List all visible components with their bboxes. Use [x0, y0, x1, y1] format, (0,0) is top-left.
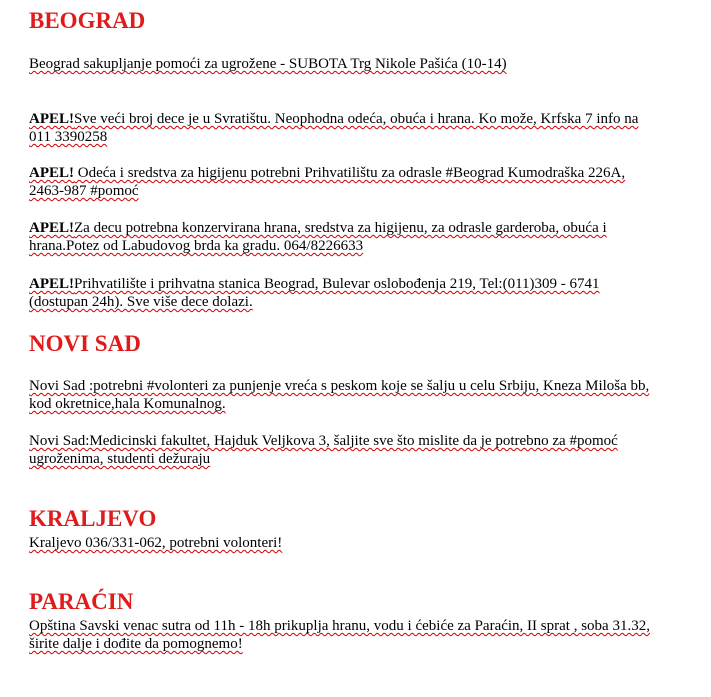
paragraph [29, 377, 701, 413]
paragraph [29, 432, 701, 468]
section-heading-beograd: BEOGRAD [29, 8, 146, 33]
paragraph-line: Beograd sakupljanje pomoći za ugrožene - SUBOTA Trg Nikole Pašića (10-14) [29, 56, 507, 72]
paragraph [29, 617, 701, 653]
paragraph-line: 011 3390258 [29, 129, 108, 145]
paragraph-line: Odeća i sredstva za higijenu potrebni Prihvatilištu za odrasle #Beograd Kumodraška 226A, [74, 165, 626, 181]
paragraph-apel [29, 275, 701, 311]
paragraph-line: širite dalje i dođite da pomognemo! [29, 636, 243, 652]
apel-label: APEL! [29, 276, 74, 292]
apel-label: APEL! [29, 220, 74, 236]
paragraph-line: Za decu potrebna konzervirana hrana, sredstva za higijenu, za odrasle garderoba, obuća i [74, 220, 607, 236]
section-heading-paracin: PARAĆIN [29, 589, 134, 614]
paragraph-line: Kraljevo 036/331-062, potrebni volonteri! [29, 535, 283, 551]
paragraph-line: Novi Sad:Medicinski fakultet, Hajduk Veljkova 3, šaljite sve što mislite da je potrebno za #pomoć [29, 433, 618, 449]
section-heading-kraljevo: KRALJEVO [29, 506, 157, 531]
apel-label: APEL! [29, 165, 74, 181]
paragraph-line: hrana.Potez od Labudovog brda ka gradu. 064/8226633 [29, 238, 364, 254]
paragraph-line: (dostupan 24h). Sve više dece dolazi. [29, 294, 253, 310]
paragraph-apel [29, 110, 701, 146]
paragraph-apel [29, 219, 701, 255]
apel-label: APEL! [29, 111, 74, 127]
paragraph [29, 534, 701, 552]
section-heading-novi-sad: NOVI SAD [29, 331, 141, 356]
paragraph [29, 55, 701, 73]
paragraph-line: kod okretnice,hala Komunalnog. [29, 396, 226, 412]
paragraph-line: Opština Savski venac sutra od 11h - 18h prikuplja hranu, vodu i ćebiće za Paraćin, II sprat , soba 31.32, [29, 618, 650, 634]
paragraph-line: ugroženima, studenti dežuraju [29, 451, 211, 467]
paragraph-line: 2463-987 #pomoć [29, 183, 139, 199]
paragraph-line: Novi Sad :potrebni #volonteri za punjenje vreća s peskom koje se šalju u celu Srbiju, Kneza Miloša bb, [29, 378, 650, 394]
paragraph-line: Sve veći broj dece je u Svratištu. Neophodna odeća, obuća i hrana. Ko može, Krfska 7 info na [74, 111, 639, 127]
paragraph-apel [29, 164, 701, 200]
paragraph-line: Prihvatilište i prihvatna stanica Beograd, Bulevar oslobođenja 219, Tel:(011)309 - 6741 [74, 276, 600, 292]
